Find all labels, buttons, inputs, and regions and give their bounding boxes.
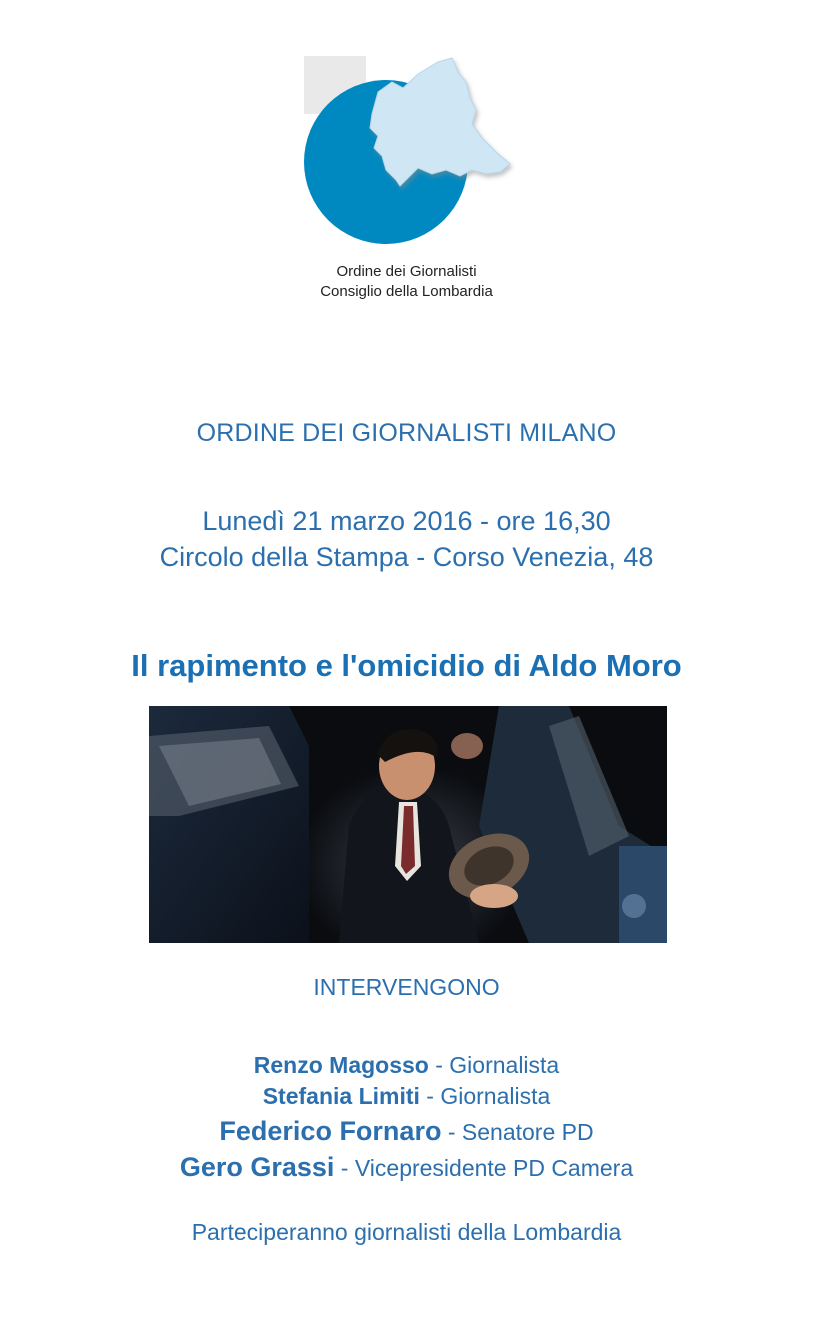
- page-heading: ORDINE DEI GIORNALISTI MILANO: [196, 419, 617, 447]
- org-council: Consiglio della Lombardia: [320, 283, 493, 300]
- speaker-item: [0, 1052, 813, 1079]
- org-name: Ordine dei Giornalisti: [336, 263, 477, 280]
- speaker-name: Federico Fornaro: [219, 1116, 442, 1146]
- speaker-name: Stefania Limiti: [262, 1083, 420, 1109]
- speaker-role: - Senatore PD: [441, 1119, 594, 1145]
- man-in-car-photo: [149, 706, 667, 943]
- speaker-name: Gero Grassi: [179, 1152, 335, 1182]
- event-venue: Circolo della Stampa - Corso Venezia, 48: [159, 542, 654, 572]
- lombardia-map-logo-icon: [300, 52, 515, 244]
- speaker-item: [0, 1116, 813, 1147]
- speaker-role: - Giornalista: [428, 1052, 560, 1078]
- speaker-role: - Giornalista: [419, 1083, 551, 1109]
- speaker-item: [0, 1152, 813, 1183]
- speaker-role: - Vicepresidente PD Camera: [334, 1155, 634, 1181]
- footer-note: Parteciperanno giornalisti della Lombardia: [191, 1219, 622, 1245]
- speaker-item: [0, 1083, 813, 1110]
- event-title: Il rapimento e l'omicidio di Aldo Moro: [131, 648, 682, 683]
- event-date-time: Lunedì 21 marzo 2016 - ore 16,30: [202, 506, 611, 536]
- speakers-heading: INTERVENGONO: [313, 974, 500, 1000]
- speaker-name: Renzo Magosso: [253, 1052, 429, 1078]
